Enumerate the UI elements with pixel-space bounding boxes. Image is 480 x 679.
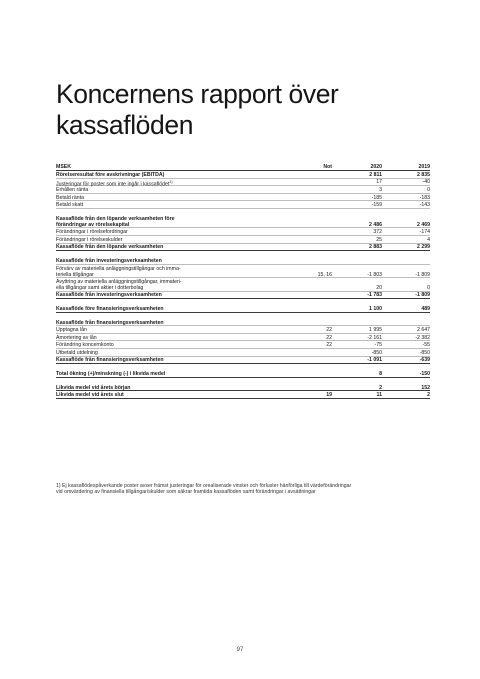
header-2020: 2020 <box>370 164 382 170</box>
row-label-text: Justeringar för poster som inte ingår i kassaflödet <box>56 182 170 189</box>
row-label <box>56 357 226 363</box>
row-value-2019: -55 <box>422 342 430 349</box>
table-row <box>56 305 430 313</box>
row-value-2020: 11 <box>376 392 382 399</box>
row-label <box>56 292 226 298</box>
row-value-2020: 3 <box>379 186 382 193</box>
header-msek: MSEK <box>56 164 71 170</box>
row-label-text-cont: teriella tillgångar <box>56 271 94 278</box>
row-label <box>56 335 226 341</box>
row-label <box>56 392 226 398</box>
table-row <box>56 357 430 365</box>
row-label-text: Förändringar i rörelsefordringar <box>56 229 128 236</box>
table-row <box>56 334 430 342</box>
table-row <box>56 292 430 300</box>
table-row <box>56 228 430 236</box>
cash-flow-table <box>56 163 430 399</box>
row-value-2020: 25 <box>376 236 382 243</box>
row-value-2020: 17 <box>376 179 382 186</box>
row-label-text: Upptagna lån <box>56 327 87 334</box>
row-value-2020: -75 <box>374 342 382 349</box>
row-value-2019: 489 <box>421 305 430 312</box>
footnote-line-1: 1) Ej kassaflödespåverkande poster avser främst justeringar för orealiserade vinster och förluster hänförliga till värdeförändringar <box>56 483 352 489</box>
row-value-2019: -1 809 <box>415 271 430 278</box>
row-label <box>56 172 226 178</box>
row-value-2019: -40 <box>422 179 430 186</box>
row-label-text: Likvida medel vid årets början <box>56 384 131 391</box>
row-value-2020: 2 <box>379 384 382 391</box>
row-value-2019: -183 <box>419 194 430 201</box>
row-label-text: Betald ränta <box>56 194 84 201</box>
row-value-2019: 152 <box>421 384 430 391</box>
row-label <box>56 306 226 312</box>
row-label <box>56 229 226 235</box>
row-label-text: Kassaflöde från investeringsverksamheten <box>56 292 162 299</box>
row-value-2019: 2 <box>427 392 430 399</box>
row-label <box>56 258 226 264</box>
row-label <box>56 244 226 250</box>
table-row <box>56 215 430 228</box>
row-value-2019: 4 <box>427 236 430 243</box>
table-row <box>56 370 430 378</box>
row-value-2020: -1 803 <box>367 271 382 278</box>
row-label-text: Rörelseresultat före avskrivningar (EBITDA) <box>56 171 165 178</box>
table-row <box>56 201 430 209</box>
row-value-2019: 2 835 <box>417 171 430 178</box>
row-value-2020: -2 161 <box>367 334 382 341</box>
row-value-2019: 2 299 <box>417 244 430 251</box>
row-label <box>56 327 226 333</box>
table-row <box>56 171 430 179</box>
row-value-2019: -2 382 <box>415 334 430 341</box>
row-label <box>56 342 226 348</box>
row-value-2020: 1 100 <box>369 305 382 312</box>
row-label-text: Kassaflöde från den löpande verksamheten <box>56 244 164 251</box>
header-2019: 2019 <box>418 164 430 170</box>
table-row <box>56 186 430 194</box>
row-value-2020: 20 <box>376 285 382 292</box>
row-label-text: Avyttring av materiella anläggningstillgångar, immateri- <box>56 278 182 285</box>
row-label-text: Förändringar i rörelseskulder <box>56 236 123 243</box>
row-label <box>56 216 226 228</box>
footnote <box>56 483 436 496</box>
row-label-text: Förvärv av materiella anläggningstillgångar och imma- <box>56 265 181 272</box>
row-value-2020: -159 <box>371 202 382 209</box>
page-title-line-2: kassaflöden <box>56 110 194 140</box>
row-value-2020: -1 091 <box>367 357 382 364</box>
row-label-text: Kassaflöde från finansieringsverksamheten <box>56 319 164 326</box>
row-value-2019: -850 <box>419 349 430 356</box>
row-note: 22 <box>326 342 332 349</box>
row-value-2020: -1 783 <box>367 292 382 299</box>
footnote-line-2: vid omvärdering av finansiella tillgångar/skulder som säkrar framtida kassaflöden samt förändringar i avsättningar <box>56 489 316 496</box>
row-value-2019: -143 <box>419 202 430 209</box>
row-value-2020: 1 995 <box>369 327 382 334</box>
row-label <box>56 187 226 193</box>
row-value-2019: 0 <box>427 285 430 292</box>
table-row <box>56 257 430 265</box>
row-value-2020: 2 811 <box>369 171 382 178</box>
row-value-2020: -850 <box>371 349 382 356</box>
row-value-2020: 2 486 <box>369 221 382 228</box>
table-row <box>56 341 430 349</box>
row-label-text: Likvida medel vid årets slut <box>56 392 124 399</box>
row-note: 19 <box>326 392 332 399</box>
table-row <box>56 326 430 334</box>
page-number: 97 <box>236 647 244 653</box>
row-label <box>56 320 226 326</box>
row-label <box>56 279 226 291</box>
header-note: Not <box>323 164 332 170</box>
row-label <box>56 266 226 278</box>
row-label <box>56 371 226 377</box>
row-value-2019: -639 <box>419 357 430 364</box>
row-value-2020: 2 883 <box>369 244 382 251</box>
table-row <box>56 319 430 327</box>
row-label-text-cont: ella tillgångar samt aktier i dotterbolag <box>56 285 144 292</box>
row-label <box>56 385 226 391</box>
row-label <box>56 350 226 356</box>
row-label-text: Amortering av lån <box>56 334 97 341</box>
table-row <box>56 179 430 187</box>
table-row <box>56 236 430 244</box>
row-value-2019: -150 <box>419 371 430 378</box>
row-note: 22 <box>326 334 332 341</box>
table-row <box>56 244 430 252</box>
row-label-text: Förändring koncernkonto <box>56 342 114 349</box>
page-title <box>56 79 338 141</box>
row-label-text: Betald skatt <box>56 202 84 209</box>
row-label <box>56 202 226 208</box>
table-row <box>56 265 430 278</box>
footnote-ref: 1) <box>169 180 173 185</box>
table-row <box>56 391 430 399</box>
row-label-text: Total ökning (+)/minskning (-) i likvida medel <box>56 371 166 378</box>
row-label-text: Utbetald utdelning <box>56 349 98 356</box>
row-value-2019: 2 647 <box>417 327 430 334</box>
row-label-text: Kassaflöde från den löpande verksamheten före <box>56 215 175 222</box>
row-label <box>56 195 226 201</box>
row-value-2020: -185 <box>371 194 382 201</box>
table-row <box>56 194 430 202</box>
row-value-2019: 2 469 <box>417 221 430 228</box>
row-label-text: Erhållen ränta <box>56 186 89 193</box>
table-header-row <box>56 163 430 171</box>
row-value-2019: -1 809 <box>415 292 430 299</box>
row-value-2020: 8 <box>379 371 382 378</box>
row-value-2020: 372 <box>373 229 382 236</box>
row-label-text: Kassaflöde från finansieringsverksamheten <box>56 357 164 364</box>
table-row <box>56 278 430 291</box>
page-title-line-1: Koncernens rapport över <box>56 79 339 109</box>
row-label <box>56 237 226 243</box>
row-label-text-cont: förändringar av rörelsekapital <box>56 221 130 228</box>
row-label-text: Kassaflöde före finansieringsverksamheten <box>56 305 164 312</box>
row-label-text: Kassaflöde från investeringsverksamheten <box>56 257 162 264</box>
row-value-2019: 0 <box>427 186 430 193</box>
row-note: 15, 16 <box>317 271 332 278</box>
table-row <box>56 349 430 357</box>
row-value-2019: -174 <box>419 229 430 236</box>
table-row <box>56 384 430 392</box>
row-note: 22 <box>326 327 332 334</box>
